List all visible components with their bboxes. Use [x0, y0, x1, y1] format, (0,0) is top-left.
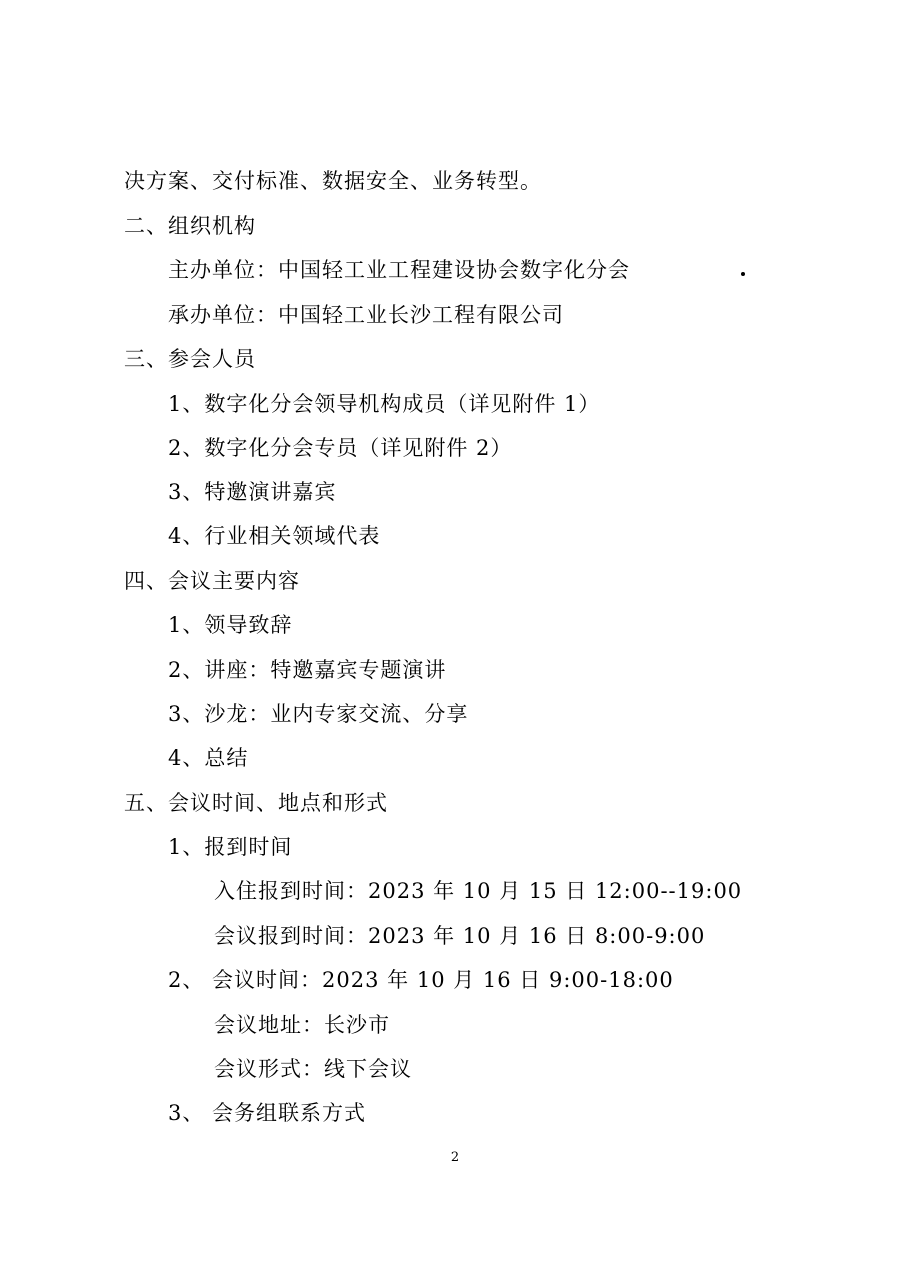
- text-line-host: 主办单位：中国轻工业工程建设协会数字化分会: [168, 258, 630, 282]
- text-line-meeting-format: 会议形式：线下会议: [214, 1057, 412, 1081]
- section-heading-schedule: 五、会议时间、地点和形式: [124, 791, 388, 815]
- text-line-meeting-address: 会议地址：长沙市: [214, 1013, 390, 1037]
- list-item-content-2: 2、讲座：特邀嘉宾专题演讲: [168, 658, 447, 682]
- list-item-content-1: 1、领导致辞: [168, 613, 293, 637]
- text-line-continuation: 决方案、交付标准、数据安全、业务转型。: [124, 169, 542, 193]
- list-item-checkin: 1、报到时间: [168, 835, 293, 859]
- list-item-meeting-time: 2、 会议时间：2023 年 10 月 16 日 9:00-18:00: [168, 968, 674, 992]
- list-item-contact: 3、 会务组联系方式: [168, 1101, 367, 1125]
- stray-dot-mark: [741, 272, 745, 276]
- text-line-hotel-checkin-time: 入住报到时间：2023 年 10 月 15 日 12:00--19:00: [214, 879, 743, 903]
- list-item-attendee-3: 3、特邀演讲嘉宾: [168, 480, 337, 504]
- section-heading-content: 四、会议主要内容: [124, 569, 300, 593]
- list-item-content-3: 3、沙龙：业内专家交流、分享: [168, 702, 469, 726]
- text-line-meeting-checkin-time: 会议报到时间：2023 年 10 月 16 日 8:00-9:00: [214, 924, 706, 948]
- list-item-content-4: 4、总结: [168, 746, 249, 770]
- list-item-attendee-2: 2、数字化分会专员（详见附件 2）: [168, 436, 513, 460]
- page-number: 2: [450, 1150, 460, 1165]
- section-heading-attendees: 三、参会人员: [124, 347, 256, 371]
- text-line-organizer: 承办单位：中国轻工业长沙工程有限公司: [168, 303, 564, 327]
- section-heading-organization: 二、组织机构: [124, 214, 256, 238]
- list-item-attendee-4: 4、行业相关领域代表: [168, 524, 381, 548]
- list-item-attendee-1: 1、数字化分会领导机构成员（详见附件 1）: [168, 392, 601, 416]
